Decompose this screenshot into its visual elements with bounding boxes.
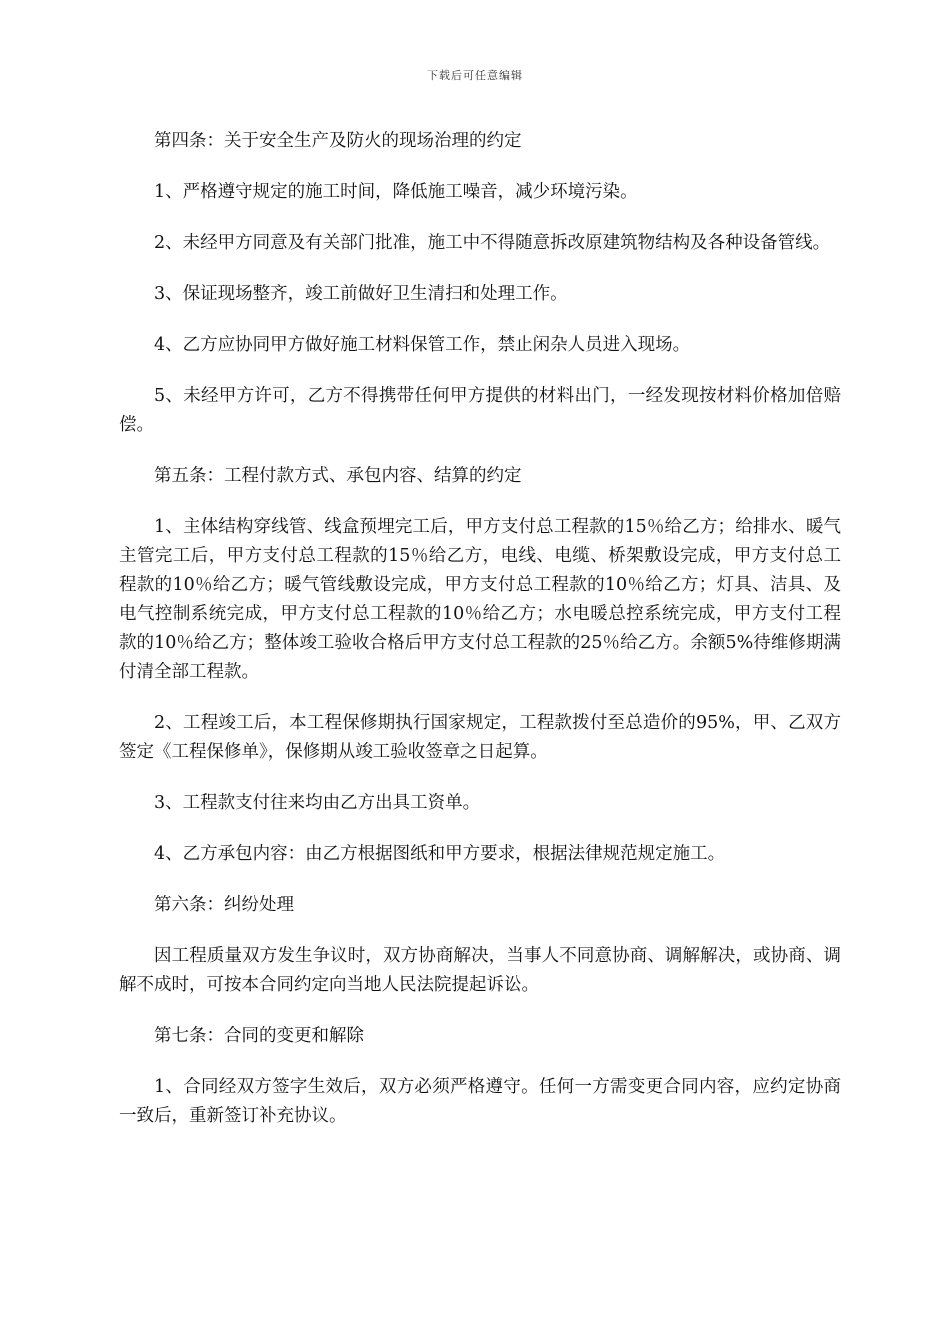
article-5-heading: 第五条：工程付款方式、承包内容、结算的约定: [154, 466, 522, 486]
article-5-clause-1: 1、主体结构穿线管、线盒预埋完工后，甲方支付总工程款的15％给乙方；给排水、暖气主管完工后，甲方支付总工程款的15％给乙方，电线、电缆、桥架敷设完成，甲方支付总工程款的10％给乙方；暖气管线敷设完成，甲方支付总工程款的10％给乙方；灯具、洁具、及电气控制系统完成，甲方支付总工程款的10％给乙方；水电暖总控系统完成，甲方支付工程款的10％给乙方；整体竣工验收合格后甲方支付总工程款的25％给乙方。余额5%待维修期满付清全部工程款。: [119, 517, 841, 682]
article-5-clause-4: 4、乙方承包内容：由乙方根据图纸和甲方要求，根据法律规范规定施工。: [154, 844, 726, 864]
article-5-clause-3: 3、工程款支付往来均由乙方出具工资单。: [154, 793, 481, 813]
article-7-heading: 第七条：合同的变更和解除: [154, 1026, 364, 1046]
article-4-clause-4: 4、乙方应协同甲方做好施工材料保管工作，禁止闲杂人员进入现场。: [154, 335, 691, 355]
article-7-clause-1: 1、合同经双方签字生效后，双方必须严格遵守。任何一方需变更合同内容，应约定协商一致后，重新签订补充协议。: [119, 1077, 841, 1126]
article-4-clause-1: 1、严格遵守规定的施工时间，降低施工噪音，减少环境污染。: [154, 182, 638, 202]
article-6-body: 因工程质量双方发生争议时，双方协商解决，当事人不同意协商、调解解决，或协商、调解不成时，可按本合同约定向当地人民法院提起诉讼。: [119, 946, 841, 995]
article-4-clause-5: 5、未经甲方许可，乙方不得携带任何甲方提供的材料出门，一经发现按材料价格加倍赔偿。: [119, 386, 841, 435]
article-4-clause-3: 3、保证现场整齐，竣工前做好卫生清扫和处理工作。: [154, 284, 568, 304]
page-header: 下载后可任意编辑: [427, 69, 523, 82]
article-5-clause-2: 2、工程竣工后，本工程保修期执行国家规定，工程款拨付至总造价的95%，甲、乙双方签定《工程保修单》，保修期从竣工验收签章之日起算。: [119, 713, 841, 762]
article-4-heading: 第四条：关于安全生产及防火的现场治理的约定: [154, 131, 522, 151]
article-6-heading: 第六条：纠纷处理: [154, 895, 294, 915]
article-4-clause-2: 2、未经甲方同意及有关部门批准，施工中不得随意拆改原建筑物结构及各种设备管线。: [154, 233, 831, 253]
document-body: [119, 127, 841, 1153]
